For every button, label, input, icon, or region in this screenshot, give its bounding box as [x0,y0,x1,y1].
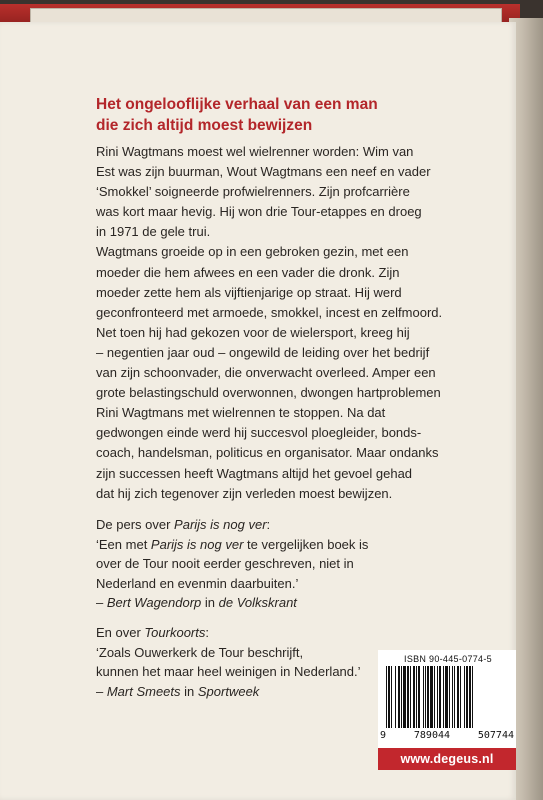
quote-author: Mart Smeets [106,683,181,699]
barcode-bar [403,666,406,728]
barcode-bar [430,666,433,728]
blurb-line: – negentien jaar oud – ongewild de leiding over het bedrijf [96,344,430,360]
cover-heading [96,94,456,136]
blurb-line: dat hij zich tegenover zijn verleden moest bewijzen. [96,485,393,501]
barcode-bar [469,666,471,728]
blurb-line: geconfronteerd met armoede, smokkel, incest en zelfmoord. [96,304,443,320]
barcode-bar [423,666,424,728]
barcode-bar [391,666,392,728]
blurb-line: Rini Wagtmans met wielrennen te stoppen. Na dat [96,405,386,421]
barcode-bar [466,666,468,728]
barcode-bar [386,666,387,728]
blurb-line: coach, handelsman, politicus en organisator. Maar ondanks [96,445,439,461]
press-intro: De pers over Parijs is nog ver: [96,517,271,532]
barcode-bar [410,666,411,728]
barcode-bar [401,666,402,728]
barcode-digit-group: 9 [380,730,387,741]
barcode-bar [445,666,448,728]
blurb-line: Rini Wagtmans moest wel wielrenner worden: Wim van [96,144,414,159]
book-title: Parijs is nog ver [174,517,267,532]
blurb-line: grote belastingschuld overwonnen, dwongen hartproblemen [96,385,441,401]
barcode-bar [437,666,438,728]
quote-line: ‘Een met Parijs is nog ver te vergelijken boek is [96,536,369,552]
barcode-bar [398,666,400,728]
blurb-text [96,142,476,504]
barcode-bar [449,666,450,728]
blurb-line: Wagtmans groeide op in een gebroken gezin, met een [96,244,409,260]
barcode-bar [407,666,409,728]
barcode-bar [439,666,441,728]
press-quote-sportweek [96,623,396,701]
heading-line: Het ongelooflijke verhaal van een man [96,96,378,113]
quote-line: kunnen het maar heel weinigen in Nederland.’ [96,664,361,679]
quote-source: Sportweek [197,683,260,699]
barcode-bar [413,666,415,728]
quote-line: over de Tour nooit eerder geschreven, niet in [96,556,354,571]
book-title: Tourkoorts [144,625,206,640]
press-intro: En over Tourkoorts: [96,625,209,640]
blurb-line: gedwongen einde werd hij succesvol ploegleider, bonds- [96,425,422,441]
barcode-digits [380,730,514,741]
blurb-line: in 1971 de gele trui. [96,224,211,240]
blurb-line: moeder zette hem als vijftienjarige op straat. Hij werd [96,284,402,300]
publisher-url-badge: www.degeus.nl [378,748,516,770]
barcode-bar [454,666,455,728]
quote-author: Bert Wagendorp [106,595,202,610]
barcode-bar [395,666,396,728]
barcode-bar [472,666,473,728]
heading-line: die zich altijd moest bewijzen [96,117,313,134]
isbn-barcode [378,650,516,748]
barcode-bar [452,666,453,728]
barcode-bar [434,666,435,728]
barcode-bar [460,666,461,728]
barcode-bar [425,666,426,728]
quote-attribution: – Bert Wagendorp in de Volkskrant [96,595,297,610]
barcode-bar [416,666,417,728]
blurb-line: zijn successen heeft Wagtmans altijd het gevoel gehad [96,465,413,481]
blurb-line: Est was zijn buurman, Wout Wagtmans een neef en vader [96,164,431,180]
barcode-bars [384,666,510,728]
quote-attribution: – Mart Smeets in Sportweek [96,683,260,699]
barcode-bar [464,666,465,728]
isbn-number: ISBN 90-445-0774-5 [404,654,492,664]
barcode-bar [427,666,429,728]
barcode-bar [457,666,459,728]
quote-line: ‘Zoals Ouwerkerk de Tour beschrijft, [96,644,304,660]
blurb-line: was kort maar hevig. Hij won drie Tour-etappes en droeg [96,204,422,220]
blurb-line: van zijn schoonvader, die onverwacht overleed. Amper een [96,365,436,381]
press-quote-volkskrant [96,515,396,613]
blurb-line: Net toen hij had gekozen voor de wielersport, kreeg hij [96,324,410,340]
barcode-bar [388,666,390,728]
blurb-line: moeder die hem afwees en een vader die dronk. Zijn [96,264,400,280]
quote-source: de Volkskrant [218,595,297,610]
quote-line: Nederland en evenmin daarbuiten.’ [96,575,299,591]
barcode-bar [443,666,444,728]
blurb-line: ‘Smokkel’ soigneerde profwielrenners. Zijn profcarrière [96,184,410,200]
barcode-digit-group: 507744 [477,730,514,741]
barcode-bar [418,666,420,728]
book-title: Parijs is nog ver [150,536,244,552]
barcode-digit-group: 789044 [413,730,451,741]
